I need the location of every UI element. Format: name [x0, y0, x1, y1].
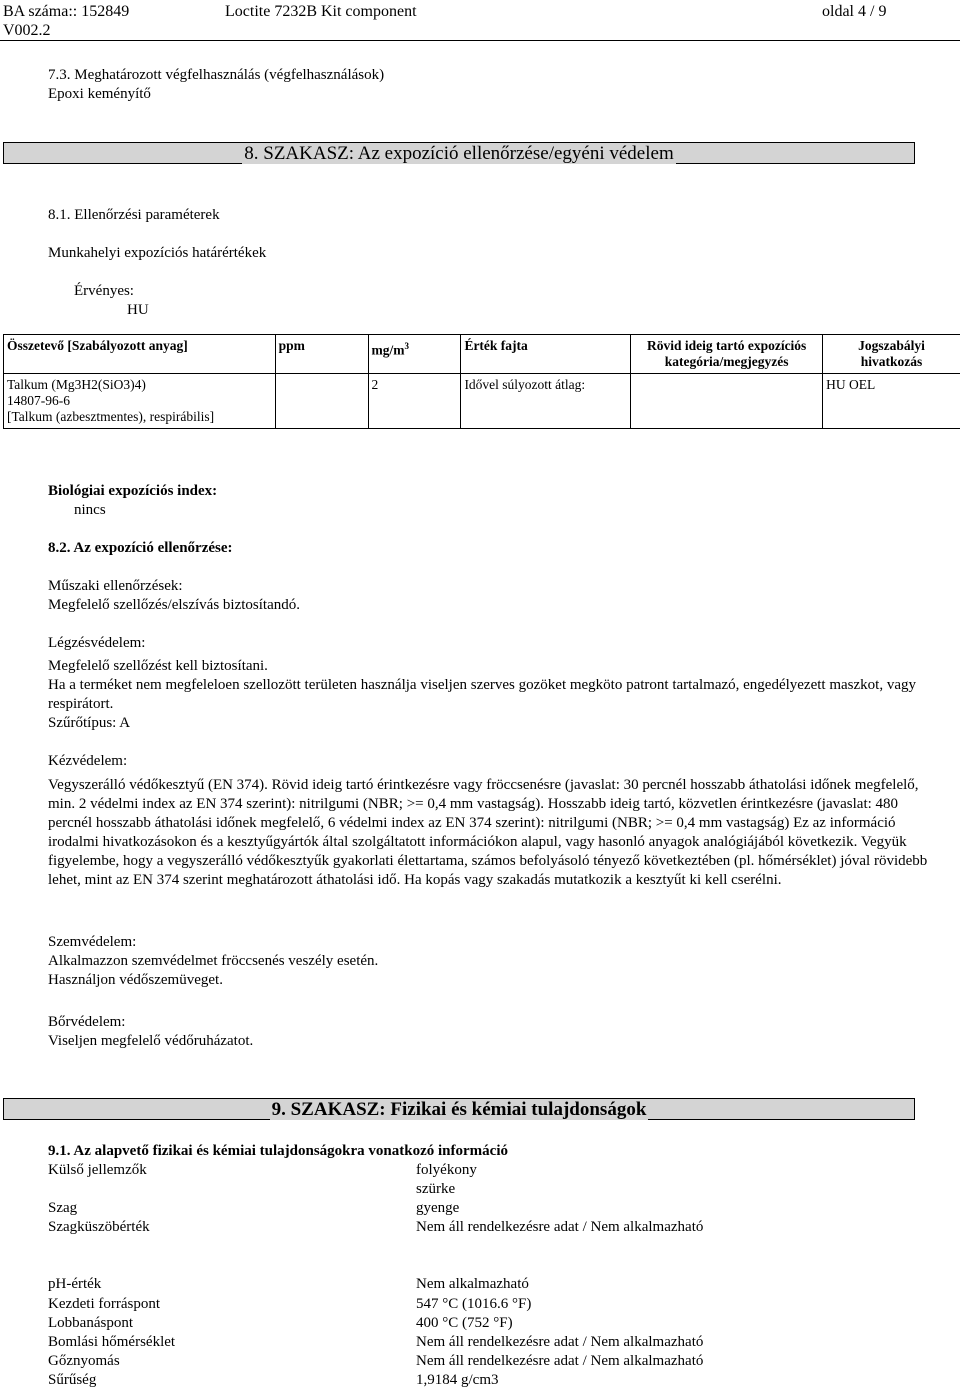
- valid-label: Érvényes:: [74, 283, 134, 299]
- legal-ref-cell: HU OEL: [823, 374, 960, 429]
- document-version: V002.2: [3, 22, 51, 39]
- section-8-header: [3, 142, 915, 164]
- short-term-cell: [631, 374, 823, 429]
- respiratory-line-2: Ha a terméket nem megfeleloen szellozött területen használja viseljen szerves gozöket megköto patront tartalmazó, engedélyezett maszkot, vagy respirátort.: [48, 677, 916, 712]
- prop-value: Nem alkalmazható: [416, 1276, 529, 1292]
- section-7-3-title: 7.3. Meghatározott végfelhasználás (végfelhasználások): [48, 67, 385, 83]
- substance-name: Talkum (Mg3H2(SiO3)4): [7, 377, 146, 392]
- header-rule: [0, 40, 960, 41]
- page-number: oldal 4 / 9: [822, 3, 887, 20]
- prop-key: Bomlási hőmérséklet: [48, 1334, 176, 1350]
- bio-index-title: Biológiai expozíciós index:: [48, 483, 218, 499]
- prop-key: Lobbanáspont: [48, 1315, 133, 1331]
- value-type-cell: Idővel súlyozott átlag:: [461, 374, 631, 429]
- table-header-row: [4, 335, 960, 374]
- mgm3-cell: 2: [368, 374, 461, 429]
- substance-cell: [4, 374, 276, 429]
- substance-cas: 14807-96-6: [7, 393, 70, 408]
- prop-key: Kezdeti forráspont: [48, 1296, 161, 1312]
- prop-value: 400 °C (752 °F): [416, 1315, 513, 1331]
- prop-key: Gőznyomás: [48, 1353, 120, 1369]
- section-8-2-title: 8.2. Az expozíció ellenőrzése:: [48, 540, 233, 556]
- substance-note: [Talkum (azbesztmentes), respirábilis]: [7, 409, 215, 424]
- section-7-3-text: Epoxi keményítő: [48, 86, 151, 102]
- section-8-title: 8. SZAKASZ: Az expozíció ellenőrzése/egyéni védelem: [244, 143, 674, 164]
- prop-key: Sűrűség: [48, 1372, 97, 1388]
- prop-value: szürke: [416, 1181, 456, 1197]
- skin-protection-label: Bőrvédelem:: [48, 1014, 126, 1030]
- section-9-title: 9. SZAKASZ: Fizikai és kémiai tulajdonságok: [271, 1099, 647, 1120]
- col-ppm: ppm: [275, 335, 368, 374]
- respiratory-label: Légzésvédelem:: [48, 635, 146, 651]
- eye-protection-line-2: Használjon védőszemüveget.: [48, 972, 223, 988]
- prop-value: 547 °C (1016.6 °F): [416, 1296, 532, 1312]
- table-row: [4, 374, 960, 429]
- col-value-type: Érték fajta: [461, 335, 631, 374]
- hand-protection-text: Vegyszerálló védőkesztyű (EN 374). Rövid ideig tartó érintkezésre vagy fröccsenésre (javaslat: 30 percnél hosszabb áthatolási időnek megfelelő, min. 2 védelmi index az EN 374 szerint): nitrilgumi (NBR; >= 0,4 mm vastagság). Hosszabb ideig tartó, közvetlen érintkezésre (javaslat: 480 percnél hosszabb áthatolási időnek megfelelő, 6 védelmi index az EN 374 szerint): nitrilgumi (NBR; >= 0,4 mm vastagság) Ez az információ irodalmi hivatkozásokon és a kesztyűgyártók által szolgáltatott információkon alapul, vagy hasonló anyagok analógiájából következik. Vegyük figyelembe, hogy a vegyszerálló védőkesztyűk gyakorlati élettartama, számos befolyásoló tényező következtében (pl. hőmérséklet) jóval rövidebb lehet, mint az EN 374 szerint meghatározott áthatolási idő. Ha kopás vagy szakadás mutatkozik a kesztyűt ki kell cserélni.: [48, 777, 928, 888]
- oel-subtitle: Munkahelyi expozíciós határértékek: [48, 245, 267, 261]
- document-number: BA száma:: 152849: [3, 3, 130, 20]
- section-9-header: [3, 1098, 915, 1120]
- prop-value: 1,9184 g/cm3: [416, 1372, 499, 1388]
- respiratory-line-1: Megfelelő szellőzést kell biztosítani.: [48, 658, 268, 674]
- prop-value: folyékony: [416, 1162, 477, 1178]
- col-legal-ref: Jogszabályi hivatkozás: [823, 335, 960, 374]
- valid-value: HU: [127, 302, 149, 318]
- col-mgm3: [368, 335, 461, 374]
- prop-key: pH-érték: [48, 1276, 102, 1292]
- filter-type: Szűrőtípus: A: [48, 715, 131, 731]
- eye-protection-label: Szemvédelem:: [48, 934, 137, 950]
- hand-protection-label: Kézvédelem:: [48, 753, 128, 769]
- prop-value: Nem áll rendelkezésre adat / Nem alkalmazható: [416, 1334, 704, 1350]
- col-short-term: Rövid ideig tartó expozíciós kategória/megjegyzés: [631, 335, 823, 374]
- product-name: Loctite 7232B Kit component: [225, 3, 417, 20]
- bio-index-value: nincs: [74, 502, 106, 518]
- col-mgm3-label: mg/m: [371, 342, 405, 358]
- prop-value: Nem áll rendelkezésre adat / Nem alkalmazható: [416, 1219, 704, 1235]
- engineering-label: Műszaki ellenőrzések:: [48, 578, 183, 594]
- eye-protection-line-1: Alkalmazzon szemvédelmet fröccsenés veszély esetén.: [48, 953, 379, 969]
- prop-key: Külső jellemzők: [48, 1162, 147, 1178]
- col-substance: Összetevő [Szabályozott anyag]: [4, 335, 276, 374]
- exposure-limits-table: [3, 334, 960, 429]
- prop-key: Szagküszöbérték: [48, 1219, 150, 1235]
- section-8-1-title: 8.1. Ellenőrzési paraméterek: [48, 207, 220, 223]
- prop-key: Szag: [48, 1200, 78, 1216]
- prop-value: gyenge: [416, 1200, 460, 1216]
- ppm-cell: [275, 374, 368, 429]
- engineering-text: Megfelelő szellőzés/elszívás biztosítandó.: [48, 597, 301, 613]
- prop-value: Nem áll rendelkezésre adat / Nem alkalmazható: [416, 1353, 704, 1369]
- section-9-1-title: 9.1. Az alapvető fizikai és kémiai tulajdonságokra vonatkozó információ: [48, 1143, 508, 1159]
- skin-protection-text: Viseljen megfelelő védőruházatot.: [48, 1033, 254, 1049]
- col-mgm3-sup: 3: [404, 341, 410, 351]
